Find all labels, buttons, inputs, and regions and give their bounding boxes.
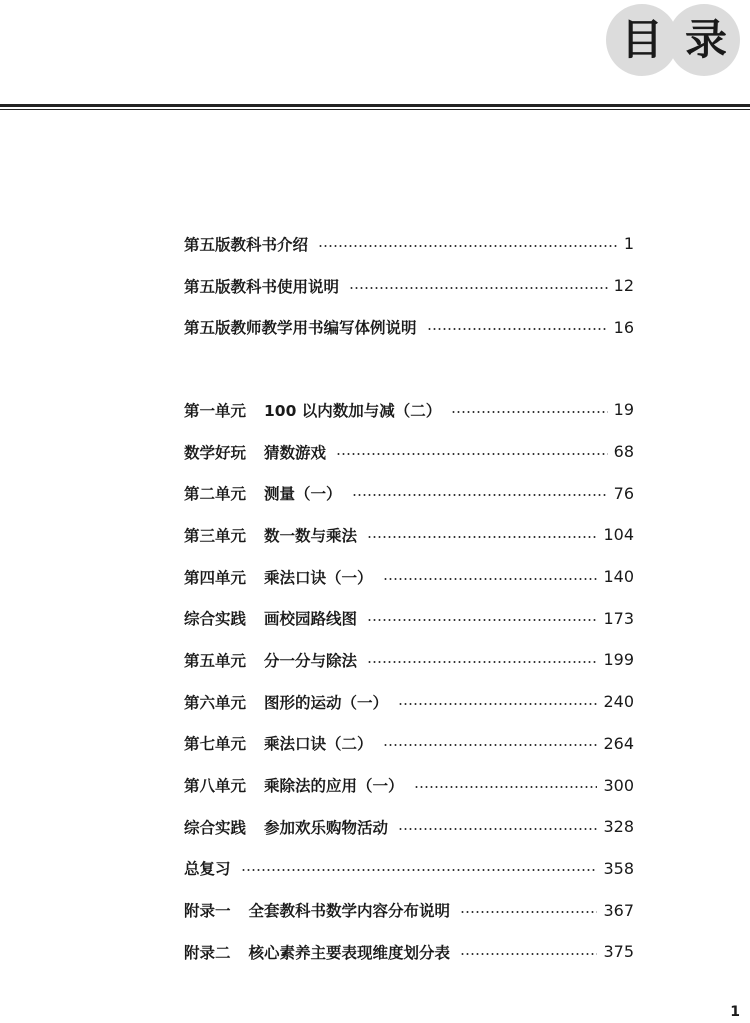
toc-entry[interactable] (184, 848, 634, 890)
toc-entry-page: 264 (603, 733, 634, 753)
toc-entry-page: 300 (603, 775, 634, 795)
toc-entry-title: 数一数与乘法 (264, 526, 358, 545)
toc-entry-unit: 第五版教师教学用书编写体例说明 (184, 319, 417, 338)
toc-entry-page: 12 (613, 276, 634, 296)
toc-entry-title: 核心素养主要表现维度划分表 (248, 943, 451, 962)
toc-entry-page: 240 (603, 692, 634, 712)
toc-dot-leader (349, 287, 608, 289)
toc-dot-leader (318, 245, 618, 247)
toc-entry-page: 19 (613, 400, 634, 420)
toc-entry-page: 16 (613, 317, 634, 337)
toc-entry-unit: 第五版教科书使用说明 (184, 277, 340, 296)
title-char-mu: 目 (621, 15, 664, 64)
toc-dot-leader (367, 619, 597, 621)
toc-entry[interactable] (184, 431, 634, 473)
header-rule-thin (0, 109, 750, 110)
toc-entry-unit: 第四单元 (184, 568, 247, 587)
toc-entry-title: 参加欢乐购物活动 (264, 818, 389, 837)
toc-entry-unit: 数学好玩 (184, 443, 247, 462)
toc-entry-page: 140 (603, 567, 634, 587)
toc-entry[interactable] (184, 806, 634, 848)
toc-entry[interactable] (184, 639, 634, 681)
toc-dot-leader (241, 869, 598, 871)
toc-entry-page: 104 (603, 525, 634, 545)
toc-dot-leader (383, 744, 598, 746)
toc-entry[interactable] (184, 931, 634, 973)
toc-entry[interactable] (184, 889, 634, 931)
toc-dot-leader (451, 411, 607, 413)
toc-entry-page: 375 (603, 942, 634, 962)
toc-entry[interactable] (184, 472, 634, 514)
toc-dot-leader (427, 328, 608, 330)
toc-dot-leader (383, 578, 598, 580)
toc-entry[interactable] (184, 514, 634, 556)
toc-title-badge (604, 0, 750, 82)
title-char-lu: 录 (685, 15, 728, 64)
toc-entry-title: 测量（一） (264, 485, 342, 504)
toc-entry[interactable] (184, 265, 634, 307)
toc-entry-unit: 综合实践 (184, 610, 247, 629)
toc-entry-title: 画校园路线图 (264, 610, 358, 629)
toc-entry-unit: 第二单元 (184, 485, 247, 504)
toc-entry[interactable] (184, 723, 634, 765)
toc-entry-unit: 综合实践 (184, 818, 247, 837)
toc-entry-unit: 第七单元 (184, 735, 247, 754)
toc-entry-title: 全套教科书数学内容分布说明 (248, 902, 451, 921)
toc-entry-page: 1 (623, 234, 634, 254)
toc-entry-unit: 第三单元 (184, 526, 247, 545)
toc-units (184, 389, 634, 973)
toc-dot-leader (398, 828, 597, 830)
toc-entry-page: 173 (603, 608, 634, 628)
toc-entry-page: 68 (613, 442, 634, 462)
toc-entry[interactable] (184, 306, 634, 348)
toc-entry-unit: 第八单元 (184, 777, 247, 796)
toc-entry[interactable] (184, 764, 634, 806)
toc-entry-page: 358 (603, 858, 634, 878)
header-rule-thick (0, 104, 750, 107)
toc-entry-title: 乘除法的应用（一） (264, 777, 404, 796)
page-number: 1 (730, 1004, 740, 1020)
toc-dot-leader (336, 453, 608, 455)
toc-entry-title: 图形的运动（一） (264, 693, 389, 712)
toc-entry[interactable] (184, 556, 634, 598)
toc-entry[interactable] (184, 389, 634, 431)
toc-entry-title: 乘法口诀（一） (264, 568, 373, 587)
toc-entry[interactable] (184, 223, 634, 265)
toc-entry-page: 76 (613, 483, 634, 503)
toc-entry-title: 乘法口诀（二） (264, 735, 373, 754)
toc-entry-title: 100 以内数加与减（二） (264, 401, 442, 420)
toc-entry-unit: 第五版教科书介绍 (184, 235, 309, 254)
toc-entry-unit: 第六单元 (184, 693, 247, 712)
toc-dot-leader (460, 911, 597, 913)
toc-entry-unit: 第五单元 (184, 651, 247, 670)
toc-entry-title: 猜数游戏 (264, 443, 327, 462)
toc-entry-unit: 总复习 (184, 860, 231, 879)
toc-entry-unit: 附录一 (184, 902, 231, 921)
toc-dot-leader (367, 661, 597, 663)
toc-entry-page: 199 (603, 650, 634, 670)
toc-dot-leader (414, 786, 598, 788)
toc-entry[interactable] (184, 681, 634, 723)
toc-entry-unit: 附录二 (184, 943, 231, 962)
toc-dot-leader (352, 494, 608, 496)
toc-entry-unit: 第一单元 (184, 401, 247, 420)
toc-dot-leader (460, 953, 597, 955)
toc-dot-leader (398, 703, 597, 705)
toc-entry[interactable] (184, 597, 634, 639)
toc-entry-title: 分一分与除法 (264, 651, 358, 670)
toc-entry-page: 328 (603, 817, 634, 837)
toc-entry-page: 367 (603, 900, 634, 920)
toc-front-matter (184, 223, 634, 348)
toc-dot-leader (367, 536, 597, 538)
